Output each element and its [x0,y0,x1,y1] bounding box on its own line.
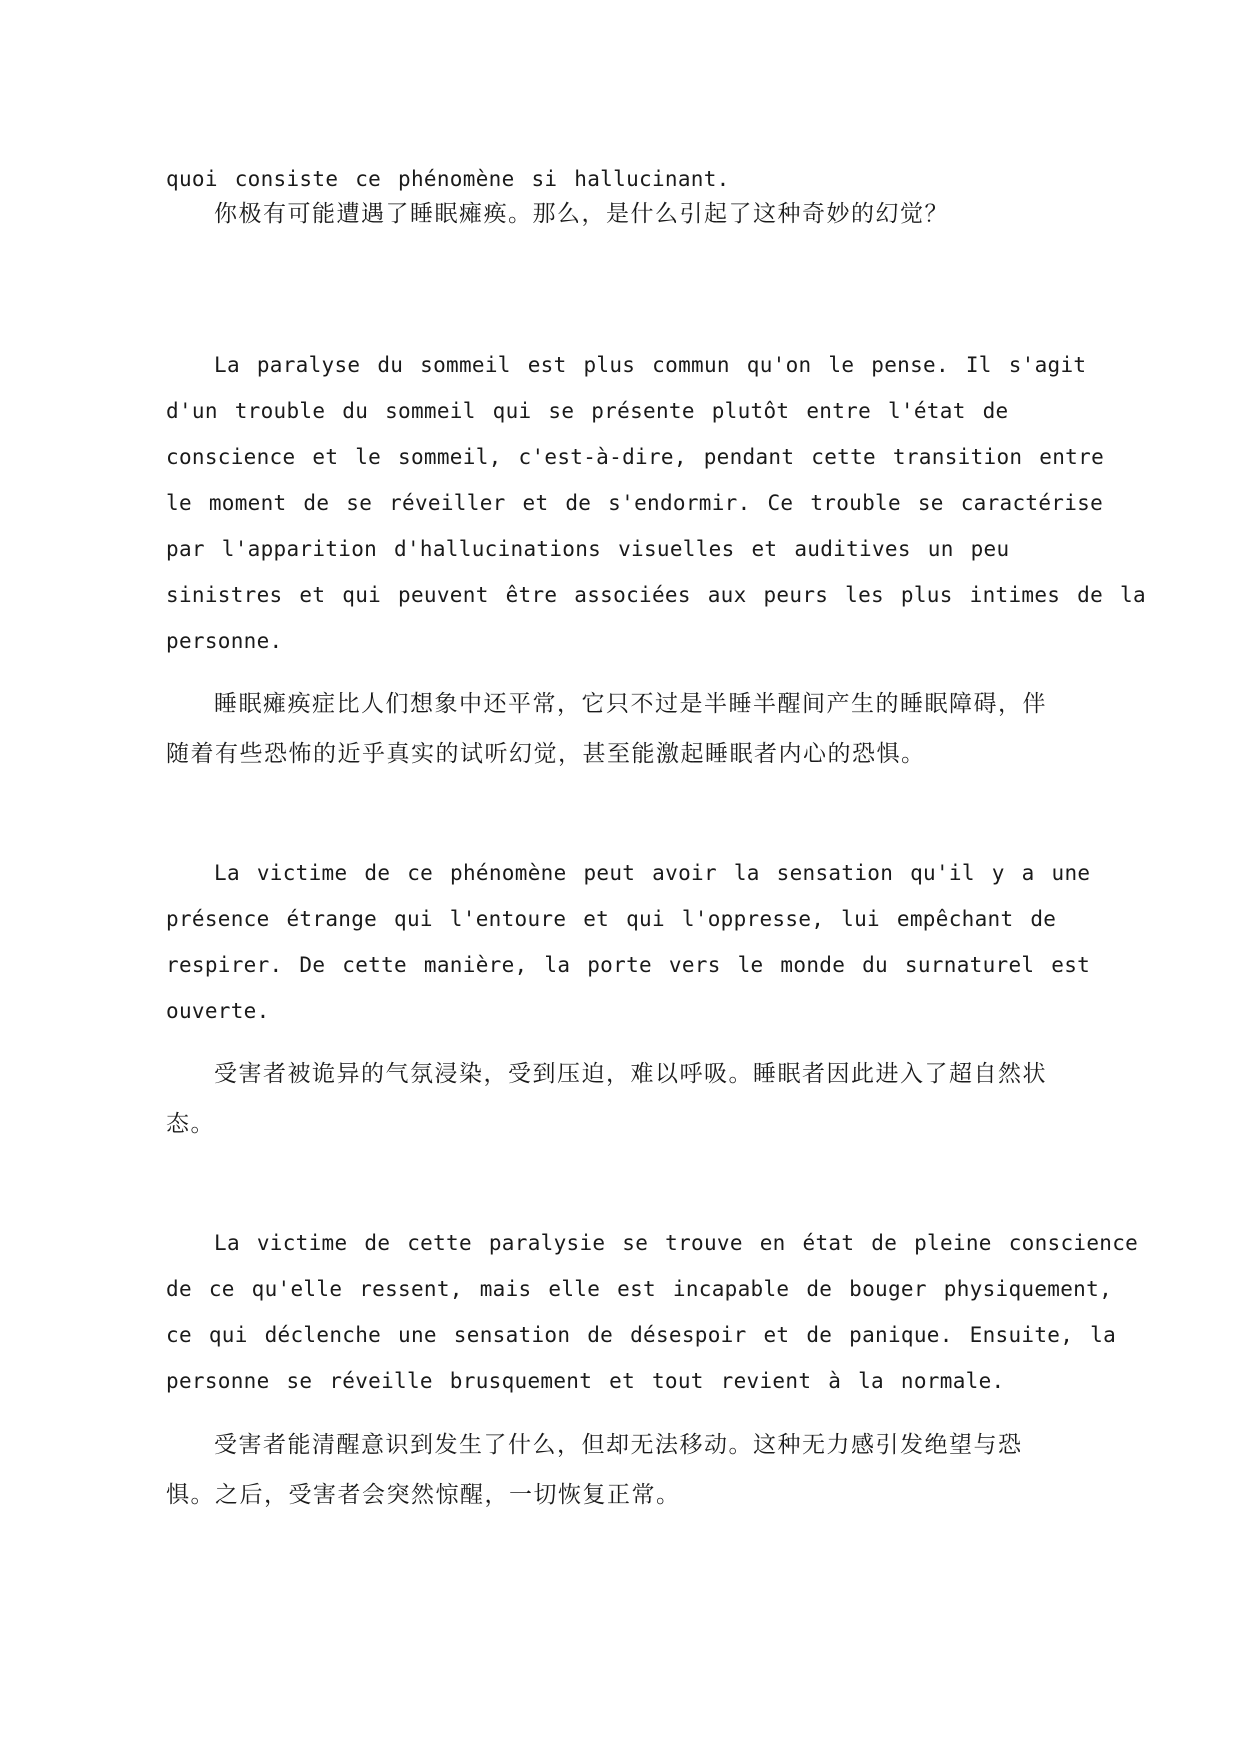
text-line: conscience et le sommeil, c'est-à-dire, pendant cette transition entre [166,445,1105,469]
paragraph-fr-definition [166,342,1146,664]
text-line: personne se réveille brusquement et tout revient à la normale. [166,1369,1005,1393]
text-line: ouverte. [166,999,270,1023]
text-line: 惧。之后，受害者会突然惊醒，一切恢复正常。 [166,1482,681,1508]
paragraph-zh-intro [166,189,1076,239]
text-line: sinistres et qui peuvent être associées aux peurs les plus intimes de la [166,583,1146,607]
text-line: 态。 [166,1111,215,1137]
text-line: d'un trouble du sommeil qui se présente plutôt entre l'état de [166,399,1009,423]
text-line: 随着有些恐怖的近乎真实的试听幻觉，甚至能激起睡眠者内心的恐惧。 [166,741,926,767]
text-line: de ce qu'elle ressent, mais elle est incapable de bouger physiquement, [166,1277,1113,1301]
paragraph-zh-victim-presence [166,1049,1076,1149]
text-line: le moment de se réveiller et de s'endormir. Ce trouble se caractérise [166,491,1104,515]
text-line: 受害者被诡异的气氛浸染，受到压迫，难以呼吸。睡眠者因此进入了超自然状 [214,1061,1047,1087]
text-line: respirer. De cette manière, la porte vers le monde du surnaturel est [166,953,1091,977]
paragraph-fr-victim-presence [166,850,1091,1034]
text-line: ce qui déclenche une sensation de désespoir et de panique. Ensuite, la [166,1323,1117,1347]
text-line: La paralyse du sommeil est plus commun qu'on le pense. Il s'agit [214,353,1087,377]
text-line: 你极有可能遭遇了睡眠瘫痪。那么，是什么引起了这种奇妙的幻觉？ [214,201,949,227]
text-line: par l'apparition d'hallucinations visuelles et auditives un peu [166,537,1010,561]
paragraph-zh-definition [166,679,1076,779]
text-line: présence étrange qui l'entoure et qui l'oppresse, lui empêchant de [166,907,1057,931]
paragraph-zh-victim-paralysis [166,1420,1076,1520]
text-line: 受害者能清醒意识到发生了什么，但却无法移动。这种无力感引发绝望与恐 [214,1432,1023,1458]
paragraph-fr-victim-paralysis [166,1220,1139,1404]
text-line: 睡眠瘫痪症比人们想象中还平常，它只不过是半睡半醒间产生的睡眠障碍，伴 [214,691,1047,717]
text-line: La victime de cette paralysie se trouve en état de pleine conscience [214,1231,1139,1255]
text-line: personne. [166,629,283,653]
text-line: quoi consiste ce phénomène si hallucinant. [166,167,730,191]
text-line: La victime de ce phénomène peut avoir la sensation qu'il y a une [214,861,1091,885]
